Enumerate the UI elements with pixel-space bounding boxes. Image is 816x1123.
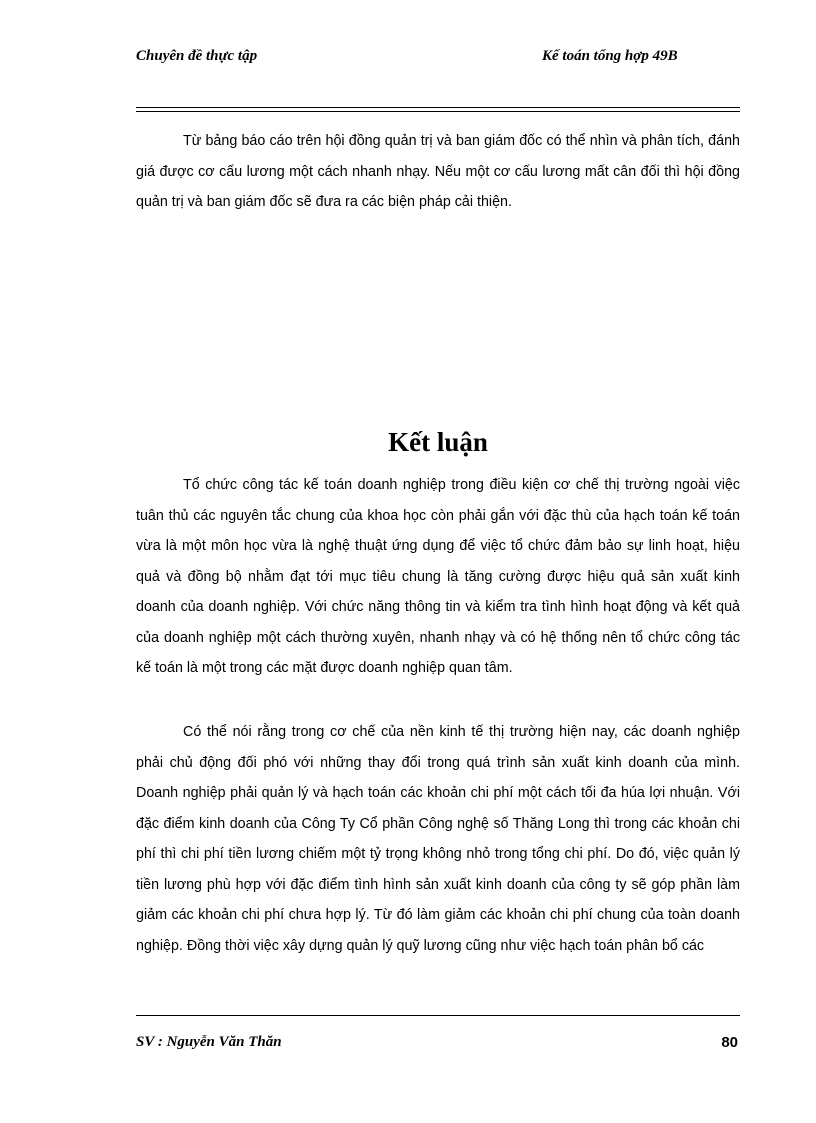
intro-text-block [136, 126, 740, 218]
conclusion-text-block-1 [136, 470, 740, 684]
intro-paragraph: Từ bảng báo cáo trên hội đồng quản trị và ban giám đốc có thể nhìn và phân tích, đánh giá được cơ cấu lương một cách nhanh nhạy. Nếu một cơ cấu lương mất cân đối thì hội đồng quản trị và ban giám đốc sẽ đưa ra các biện pháp cải thiện. [136, 133, 740, 210]
section-title: Kết luận [388, 427, 488, 457]
conclusion-text-block-2 [136, 717, 740, 961]
page-number: 80 [721, 1034, 738, 1051]
header-left-text: Chuyên đề thực tập [136, 48, 258, 64]
page-header [136, 48, 740, 72]
header-rule-thick [136, 107, 740, 108]
conclusion-paragraph-2: Có thể nói rằng trong cơ chế của nền kinh tế thị trường hiện nay, các doanh nghiệp phải chủ động đối phó với những thay đổi trong quá trình sản xuất kinh doanh của mình. Doanh nghiệp phải quản lý và hạch toán các khoản chi phí một cách tối đa húa lợi nhuận. Với đặc điểm kinh doanh của Công Ty Cổ phần Công nghệ số Thăng Long thì trong các khoản chi phí thì chi phí tiền lương chiếm một tỷ trọng không nhỏ trong tổng chi phí. Do đó, việc quản lý tiền lương phù hợp với đặc điểm tình hình sản xuất kinh doanh của công ty sẽ góp phần làm giảm các khoản chi phí chưa hợp lý. Từ đó làm giảm các khoản chi phí chung của toàn doanh nghiệp. Đồng thời việc xây dựng quản lý quỹ lương cũng như việc hạch toán phân bổ các [136, 724, 740, 954]
header-rule-thin [136, 111, 740, 112]
footer-author: SV : Nguyễn Văn Thăn [136, 1034, 282, 1050]
footer-rule [136, 1015, 740, 1016]
conclusion-paragraph-1: Tổ chức công tác kế toán doanh nghiệp trong điều kiện cơ chế thị trường ngoài việc tuân thủ các nguyên tắc chung của khoa học còn phải gắn với đặc thù của hạch toán kế toán vừa là một môn học vừa là nghệ thuật ứng dụng để việc tổ chức đảm bảo sự linh hoạt, hiệu quả và đồng bộ nhằm đạt tới mục tiêu chung là tăng cường được hiệu quả sản xuất kinh doanh của doanh nghiệp. Với chức năng thông tin và kiểm tra tình hình hoạt động và kết quả của doanh nghiệp một cách thường xuyên, nhanh nhạy và có hệ thống nên tổ chức công tác kế toán là một trong các mặt được doanh nghiệp quan tâm. [136, 477, 740, 676]
header-right-text: Kế toán tổng hợp 49B [542, 48, 678, 64]
page-footer [136, 1034, 740, 1058]
